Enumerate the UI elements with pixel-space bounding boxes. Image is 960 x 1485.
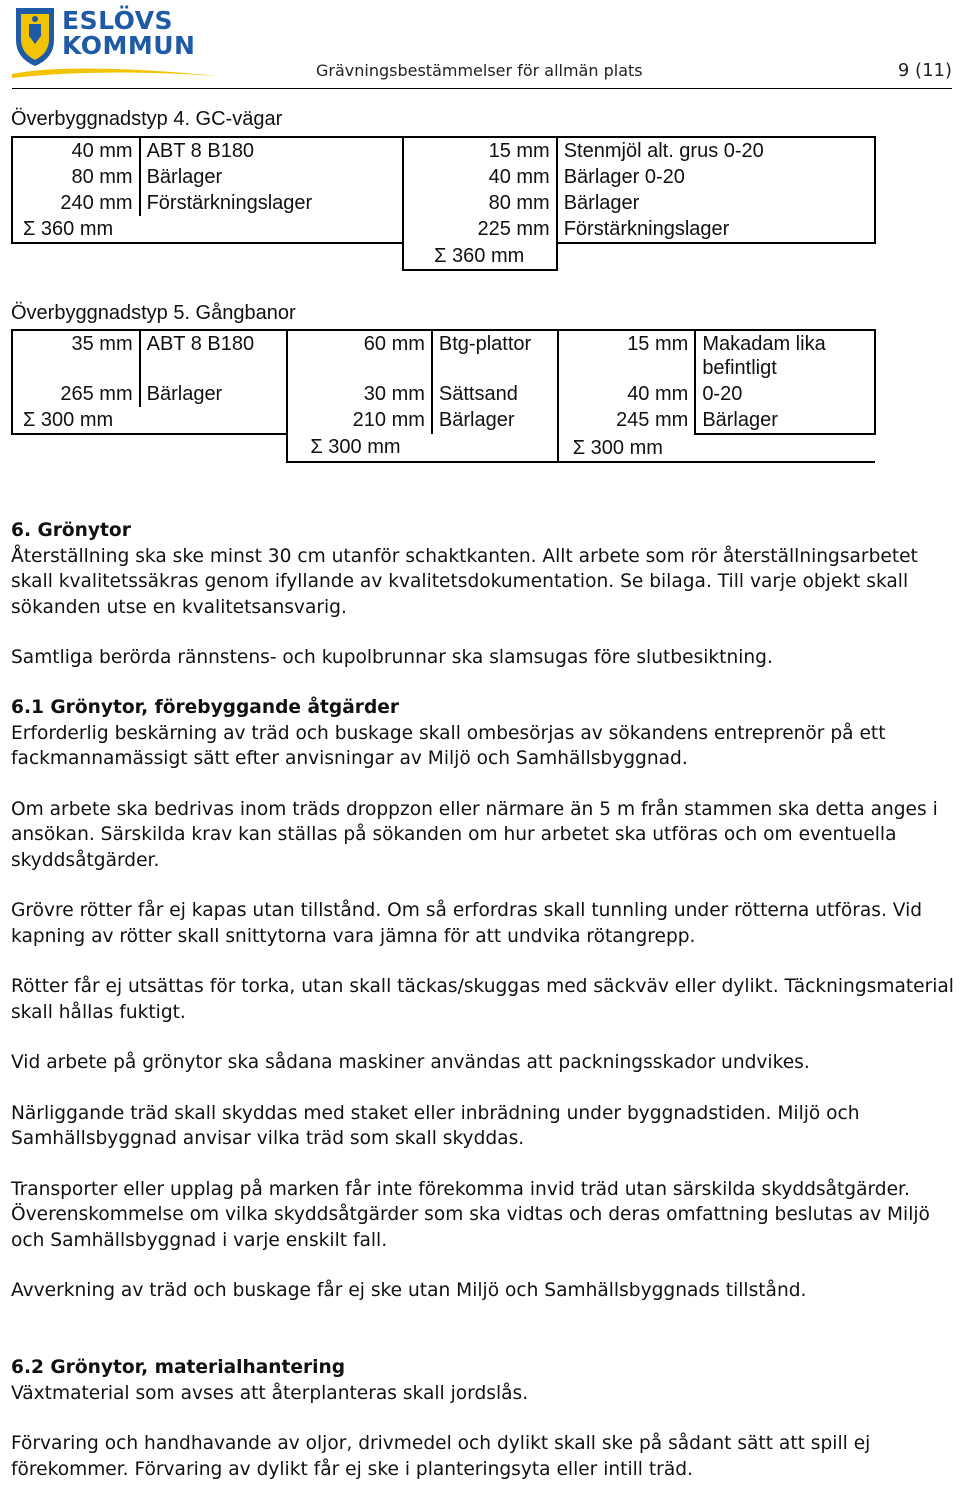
table-cell: Bärlager 0-20 bbox=[557, 164, 875, 190]
section-6-2-paragraph-1: Växtmaterial som avses att återplanteras skall jordslås. bbox=[11, 1382, 529, 1404]
table-cell: 40 mm bbox=[12, 137, 140, 164]
table-cell: Förstärkningslager bbox=[557, 216, 875, 243]
page-number: 9 (11) bbox=[897, 60, 952, 81]
table-cell bbox=[12, 434, 287, 462]
table-cell: 40 mm bbox=[403, 164, 557, 190]
table-cell: 30 mm bbox=[287, 381, 432, 407]
section-6-1-paragraph-6: Närliggande träd skall skyddas med staket eller inbrädning under byggnadstiden. Miljö och Samhällsbyggnad anvisar vilka träd som skall skyddas. bbox=[11, 1102, 860, 1149]
table-total-cell: Σ 360 mm bbox=[12, 216, 403, 243]
header-divider bbox=[12, 88, 952, 89]
table-cell: 225 mm bbox=[403, 216, 557, 243]
table-total-cell: Σ 300 mm bbox=[287, 434, 557, 462]
section-6-2-heading: 6.2 Grönytor, materialhantering bbox=[11, 1357, 346, 1378]
table-row bbox=[12, 164, 875, 190]
type5-heading: Överbyggnadstyp 5. Gångbanor bbox=[11, 302, 296, 324]
table-cell: 35 mm bbox=[12, 330, 140, 381]
table-cell: Förstärkningslager bbox=[140, 190, 404, 216]
section-6-1 bbox=[11, 695, 956, 1304]
document-title: Grävningsbestämmelser för allmän plats bbox=[316, 61, 643, 80]
table-cell: Btg-plattor bbox=[432, 330, 558, 381]
table-row bbox=[12, 216, 875, 243]
section-6-1-heading: 6.1 Grönytor, förebyggande åtgärder bbox=[11, 697, 400, 718]
section-6 bbox=[11, 518, 956, 671]
table-cell: Sättsand bbox=[432, 381, 558, 407]
section-6-1-paragraph-5: Vid arbete på grönytor ska sådana maskiner användas att packningsskador undvikes. bbox=[11, 1052, 810, 1073]
type4-table bbox=[11, 136, 876, 271]
section-6-1-paragraph-2: Om arbete ska bedrivas inom träds droppzon eller närmare än 5 m från stammen ska detta anges i ansökan. Särskilda krav kan ställas på sökanden om hur arbetet ska utföras och om eventuella skyddsåtgärder. bbox=[11, 798, 938, 871]
table-total-cell: Σ 300 mm bbox=[558, 434, 875, 462]
eslovs-kommun-logo bbox=[12, 2, 222, 80]
table-cell bbox=[557, 243, 875, 270]
table-row bbox=[12, 190, 875, 216]
section-6-2 bbox=[11, 1355, 956, 1482]
section-6-paragraph-1: Återställning ska ske minst 30 cm utanför schaktkanten. Allt arbete som rör återställningsarbetet skall kvalitetssäkras genom ifyllande av kvalitetsdokumentation. Se bilaga. Till varje objekt skall sökanden utse en kvalitetsansvarig. bbox=[11, 545, 918, 618]
table-cell: 0-20 bbox=[695, 381, 875, 407]
section-6-1-paragraph-1: Erforderlig beskärning av träd och buskage skall ombesörjas av sökandens entreprenör på ett fackmannamässigt sätt efter anvisningar av Miljö och Samhällsbyggnad. bbox=[11, 722, 886, 769]
table-cell: 15 mm bbox=[558, 330, 696, 381]
table-total-cell: Σ 300 mm bbox=[12, 407, 287, 434]
table-cell: Bärlager bbox=[432, 407, 558, 434]
section-6-1-paragraph-3: Grövre rötter får ej kapas utan tillstånd. Om så erfordras skall tunnling under rötterna utföras. Vid kapning av rötter skall snittytorna vara jämna för att undvika rötangrepp. bbox=[11, 900, 923, 947]
section-6-heading: 6. Grönytor bbox=[11, 520, 131, 541]
table-cell: 80 mm bbox=[12, 164, 140, 190]
table-row bbox=[12, 434, 875, 462]
page-header bbox=[0, 0, 960, 92]
table-row bbox=[12, 137, 875, 164]
table-cell: 245 mm bbox=[558, 407, 696, 434]
table-total-cell: Σ 360 mm bbox=[403, 243, 557, 270]
table-cell: Bärlager bbox=[140, 381, 288, 407]
logo-line-1: ESLÖVS bbox=[62, 6, 174, 35]
table-row bbox=[12, 243, 875, 270]
type4-heading: Överbyggnadstyp 4. GC-vägar bbox=[11, 108, 283, 130]
table-row bbox=[12, 330, 875, 381]
table-cell: Makadam lika befintligt bbox=[695, 330, 875, 381]
table-cell: Bärlager bbox=[695, 407, 875, 434]
table-cell: 210 mm bbox=[287, 407, 432, 434]
table-cell: 265 mm bbox=[12, 381, 140, 407]
section-6-paragraph-2: Samtliga berörda rännstens- och kupolbrunnar ska slamsugas före slutbesiktning. bbox=[11, 647, 773, 668]
table-cell: ABT 8 B180 bbox=[140, 330, 288, 381]
type5-table bbox=[11, 329, 876, 463]
section-6-1-paragraph-7: Transporter eller upplag på marken får inte förekomma invid träd utan särskilda skyddsåtgärder. Överenskommelse om vilka skyddsåtgärder som ska vidtas och deras omfattning beslutas av Miljö och Samhällsbyggnad i varje enskilt fall. bbox=[11, 1178, 930, 1251]
table-cell bbox=[12, 243, 403, 270]
table-cell: 15 mm bbox=[403, 137, 557, 164]
table-cell: 80 mm bbox=[403, 190, 557, 216]
table-cell: 40 mm bbox=[558, 381, 696, 407]
table-cell: Stenmjöl alt. grus 0-20 bbox=[557, 137, 875, 164]
table-cell: 60 mm bbox=[287, 330, 432, 381]
table-cell: Bärlager bbox=[557, 190, 875, 216]
table-cell: 240 mm bbox=[12, 190, 140, 216]
section-6-1-paragraph-8: Avverkning av träd och buskage får ej ske utan Miljö och Samhällsbyggnads tillstånd. bbox=[11, 1280, 807, 1301]
table-row bbox=[12, 407, 875, 434]
section-6-1-paragraph-4: Rötter får ej utsättas för torka, utan skall täckas/skuggas med säckväv eller dylikt. Täckningsmaterial skall hållas fuktigt. bbox=[11, 976, 954, 1023]
table-cell: ABT 8 B180 bbox=[140, 137, 404, 164]
logo-line-2: KOMMUN bbox=[62, 31, 196, 60]
table-cell: Bärlager bbox=[140, 164, 404, 190]
section-6-2-paragraph-2: Förvaring och handhavande av oljor, drivmedel och dylikt skall ske på sådant sätt att spill ej förekommer. Förvaring av dylikt får ej ske i planteringsyta eller intill träd. bbox=[11, 1433, 871, 1480]
table-row bbox=[12, 381, 875, 407]
